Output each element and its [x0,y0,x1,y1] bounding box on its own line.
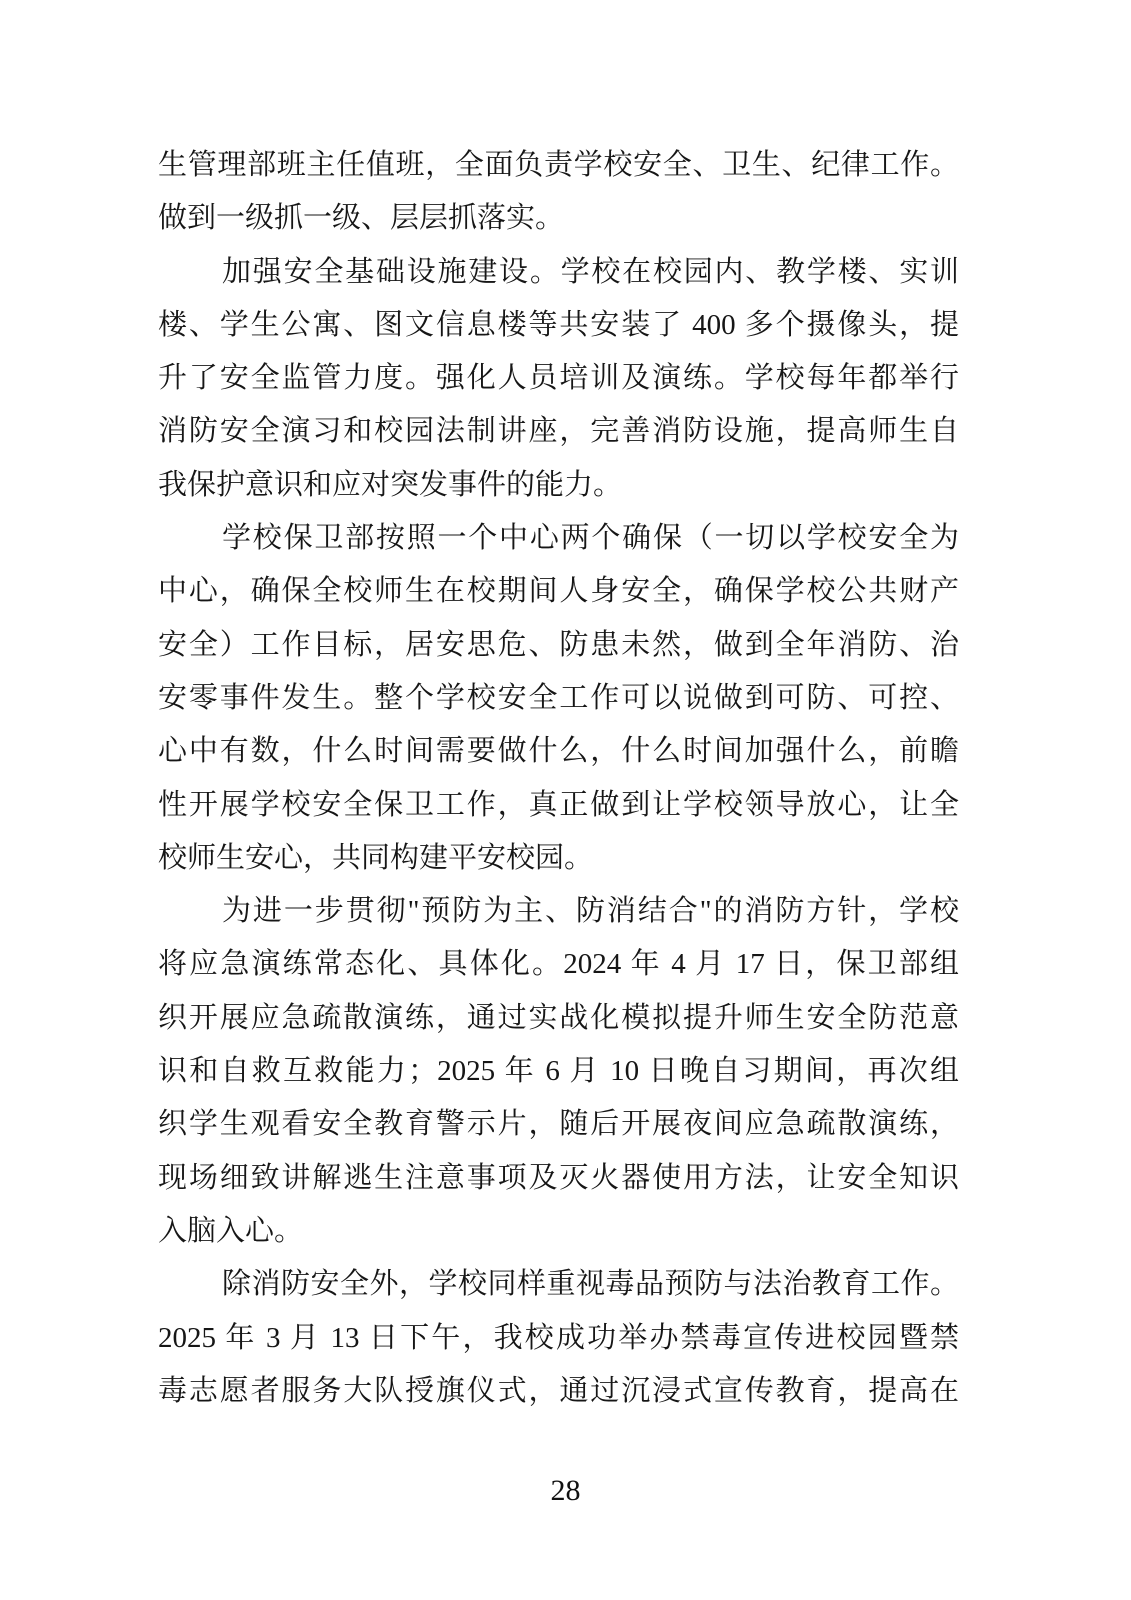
text-line: 我保护意识和应对突发事件的能力。 [158,468,623,501]
text-line: 消防安全演习和校园法制讲座，完善消防设施，提高师生自 [158,415,959,448]
text-line: 入脑入心。 [158,1214,304,1247]
text-line: 做到一级抓一级、层层抓落实。 [158,202,565,235]
text-line: 性开展学校安全保卫工作，真正做到让学校领导放心，让全 [158,788,959,821]
text-line: 2025 年 3 月 13 日下午，我校成功举办禁毒宣传进校园暨禁 [158,1321,959,1354]
text-line: 心中有数，什么时间需要做什么，什么时间加强什么，前瞻 [158,735,959,768]
text-line: 识和自救互救能力；2025 年 6 月 10 日晚自习期间，再次组 [158,1055,959,1088]
text-line: 升了安全监管力度。强化人员培训及演练。学校每年都举行 [158,362,959,395]
text-line: 中心，确保全校师生在校期间人身安全，确保学校公共财产 [158,575,959,608]
text-line: 织开展应急疏散演练，通过实战化模拟提升师生安全防范意 [158,1001,959,1034]
text-line: 现场细致讲解逃生注意事项及灭火器使用方法，让安全知识 [158,1161,959,1194]
text-line: 除消防安全外，学校同样重视毒品预防与法治教育工作。 [222,1268,959,1301]
text-line: 安零事件发生。整个学校安全工作可以说做到可防、可控、 [158,681,959,714]
text-line: 校师生安心，共同构建平安校园。 [158,841,594,874]
document-body [158,139,959,1418]
text-line: 加强安全基础设施建设。学校在校园内、教学楼、实训 [222,255,959,288]
text-line: 安全）工作目标，居安思危、防患未然，做到全年消防、治 [158,628,959,661]
text-line: 学校保卫部按照一个中心两个确保（一切以学校安全为 [222,522,959,555]
page-number: 28 [550,1474,581,1507]
text-line: 为进一步贯彻"预防为主、防消结合"的消防方针，学校 [222,895,959,928]
text-line: 将应急演练常态化、具体化。2024 年 4 月 17 日，保卫部组 [158,948,959,981]
text-line: 楼、学生公寓、图文信息楼等共安装了 400 多个摄像头，提 [158,308,959,341]
text-line: 生管理部班主任值班，全面负责学校安全、卫生、纪律工作。 [158,149,959,181]
text-line: 毒志愿者服务大队授旗仪式，通过沉浸式宣传教育，提高在 [158,1374,959,1407]
text-line: 织学生观看安全教育警示片，随后开展夜间应急疏散演练， [158,1108,959,1141]
